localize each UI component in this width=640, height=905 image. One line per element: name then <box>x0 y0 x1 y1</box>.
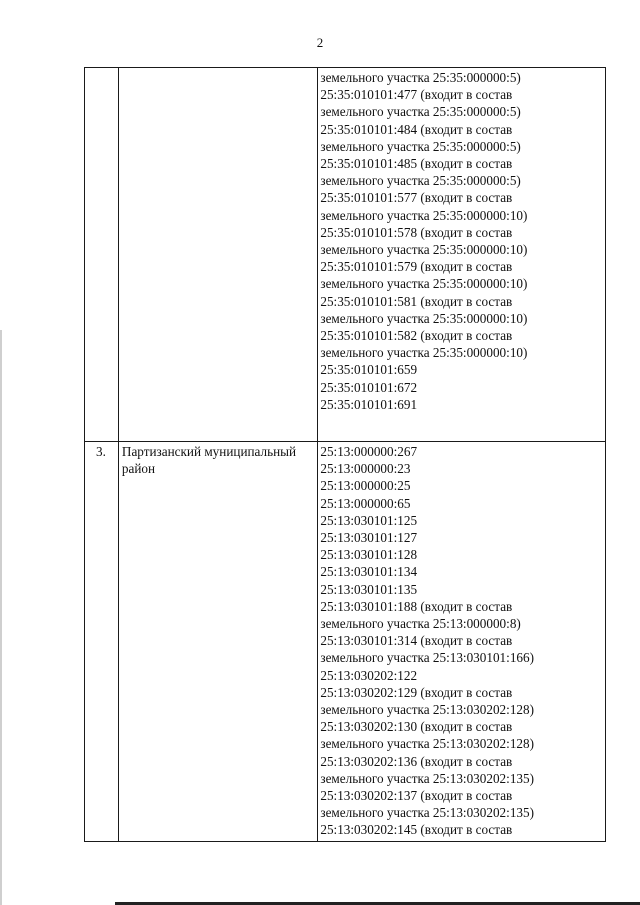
parcel-line: земельного участка 25:35:000000:10) <box>320 207 528 223</box>
parcel-line: 25:13:030202:122 <box>320 667 418 683</box>
scan-edge-shadow <box>0 330 2 905</box>
parcel-line: земельного участка 25:35:000000:10) <box>320 276 528 292</box>
parcel-line: 25:35:010101:578 (входит в состав <box>320 224 513 240</box>
parcel-line: 25:35:010101:577 (входит в состав <box>320 190 513 206</box>
parcel-line: земельного участка 25:35:000000:5) <box>320 138 521 154</box>
parcel-line: 25:13:030101:125 <box>320 512 418 528</box>
parcel-line: 25:35:010101:485 (входит в состав <box>320 156 513 172</box>
row-number-cell: 3. <box>85 442 119 842</box>
table-row <box>85 442 606 842</box>
parcel-line: 25:35:010101:484 (входит в состав <box>320 121 513 137</box>
parcel-line: земельного участка 25:35:000000:10) <box>320 242 528 258</box>
parcel-line: земельного участка 25:13:030202:128) <box>320 702 534 718</box>
parcel-line: земельного участка 25:13:030101:166) <box>320 650 534 666</box>
parcel-list-cell <box>318 442 606 842</box>
parcel-line: 25:13:000000:23 <box>320 461 411 477</box>
parcel-line: земельного участка 25:35:000000:10) <box>320 310 528 326</box>
parcel-line: земельного участка 25:35:000000:10) <box>320 345 528 361</box>
page-number: 2 <box>316 35 324 50</box>
parcel-line: 25:35:010101:672 <box>320 379 418 395</box>
parcel-line: 25:13:030202:136 (входит в состав <box>320 753 513 769</box>
table-row <box>85 68 606 442</box>
parcel-line: 25:13:030202:137 (входит в состав <box>320 788 513 804</box>
parcel-line: земельного участка 25:35:000000:5) <box>320 70 521 85</box>
parcel-line: 25:13:030101:128 <box>320 547 418 563</box>
district-cell: Партизанский муниципальный район <box>118 442 317 842</box>
parcel-line: 25:13:030101:314 (входит в состав <box>320 633 513 649</box>
parcel-line: земельного участка 25:13:000000:8) <box>320 616 521 632</box>
parcel-line: земельного участка 25:13:030202:128) <box>320 736 534 752</box>
parcel-line: 25:35:010101:691 <box>320 396 418 412</box>
parcel-line: 25:35:010101:659 <box>320 362 418 378</box>
parcel-line: 25:13:030202:129 (входит в состав <box>320 684 513 700</box>
district-cell <box>118 68 317 442</box>
parcel-line: 25:13:030101:134 <box>320 564 418 580</box>
parcel-line: 25:13:000000:65 <box>320 495 411 511</box>
parcel-line: 25:13:030202:145 (входит в состав <box>320 822 513 838</box>
parcel-line: 25:35:010101:581 (входит в состав <box>320 293 513 309</box>
parcel-line: земельного участка 25:13:030202:135) <box>320 770 534 786</box>
parcel-line: 25:13:030101:188 (входит в состав <box>320 598 513 614</box>
parcel-line: 25:35:010101:582 (входит в состав <box>320 328 513 344</box>
parcel-line: 25:13:000000:25 <box>320 478 411 494</box>
parcel-line: 25:13:000000:267 <box>320 444 418 459</box>
parcel-line: 25:13:030101:127 <box>320 530 418 546</box>
parcels-table <box>84 67 606 842</box>
row-number-cell <box>85 68 119 442</box>
parcel-line: 25:35:010101:579 (входит в состав <box>320 259 513 275</box>
parcel-line: земельного участка 25:13:030202:135) <box>320 805 534 821</box>
parcel-line: 25:35:010101:477 (входит в состав <box>320 87 513 103</box>
parcel-line: земельного участка 25:35:000000:5) <box>320 104 521 120</box>
parcel-line: 25:13:030101:135 <box>320 581 418 597</box>
parcel-line: земельного участка 25:35:000000:5) <box>320 173 521 189</box>
parcel-line: 25:13:030202:130 (входит в состав <box>320 719 513 735</box>
parcel-list-cell <box>318 68 606 442</box>
